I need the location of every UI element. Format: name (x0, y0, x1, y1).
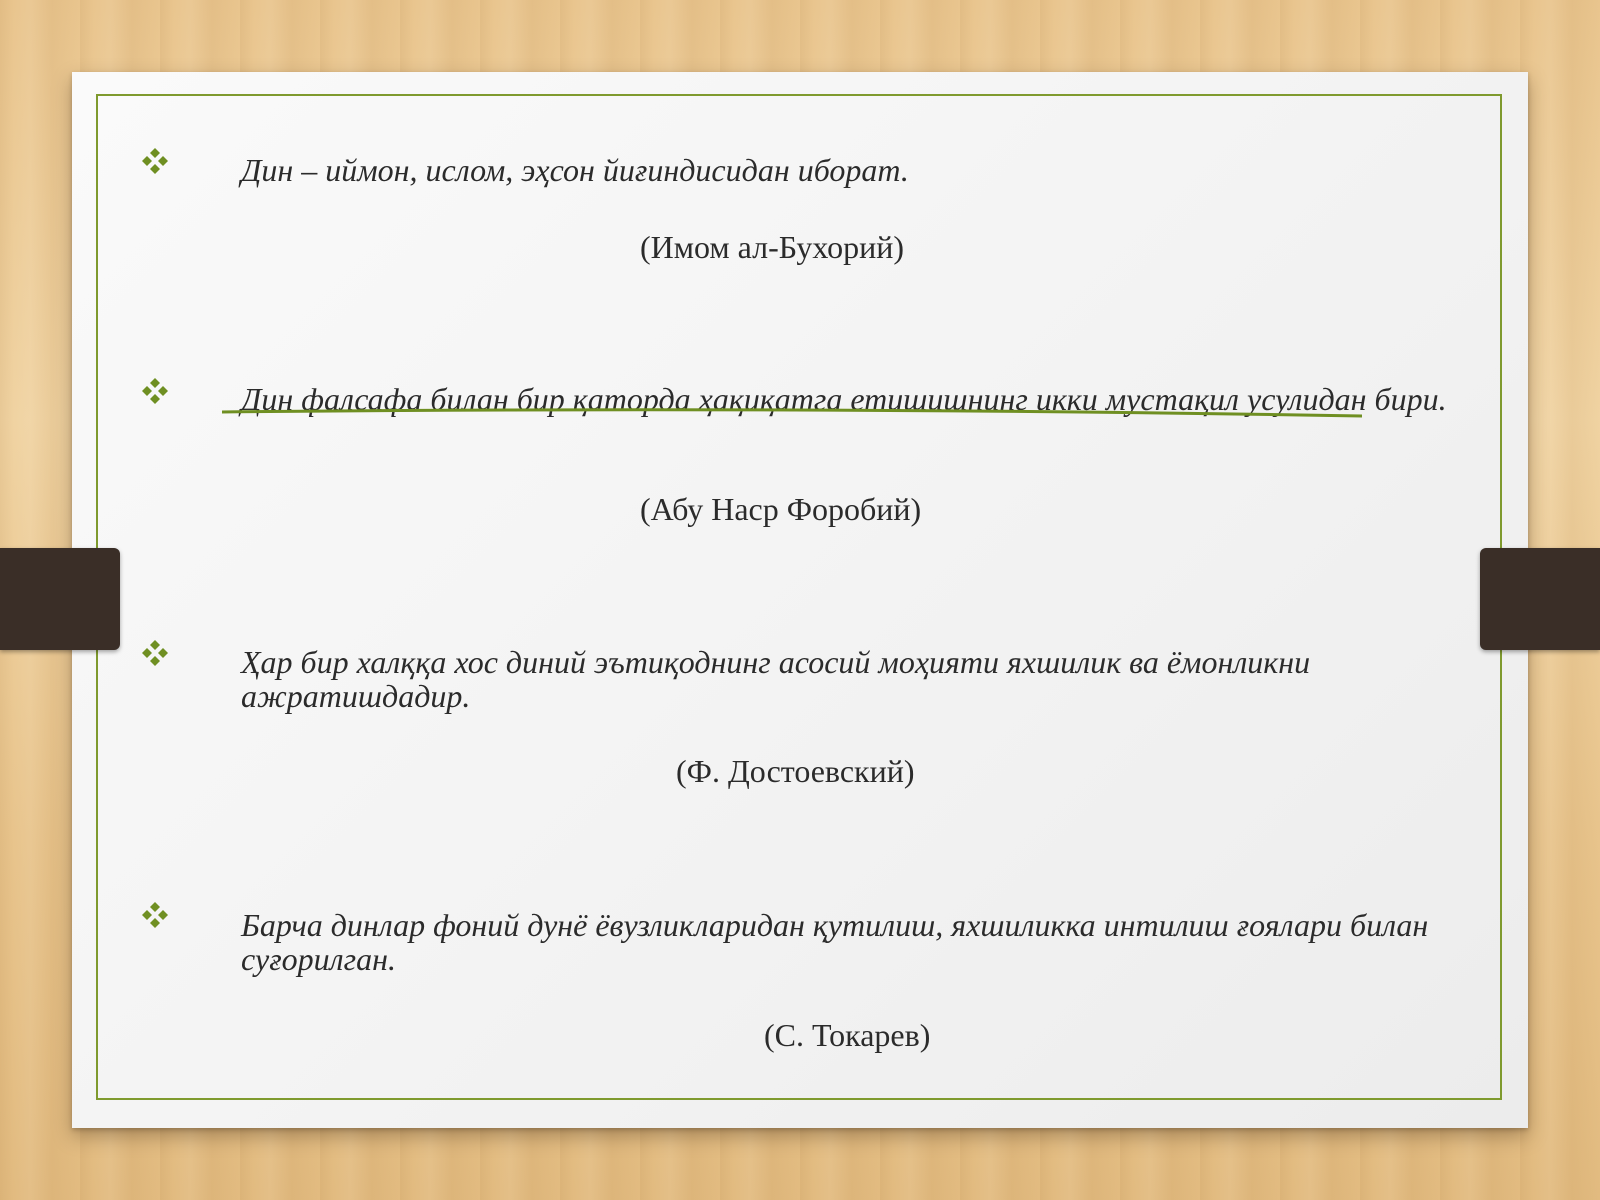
quote-author: (Имом ал-Бухорий) (640, 229, 905, 265)
quote-text: Дин – иймон, ислом, эҳсон йиғиндисидан иборат. (241, 152, 909, 188)
quote-text: Ҳар бир халққа хос диний эътиқоднинг асосий моҳияти яхшилик ва ёмонликни ажратишдадир. (241, 644, 1311, 714)
four-diamond-bullet-icon (140, 638, 170, 668)
right-clip (1480, 548, 1600, 650)
quote-author: (Ф. Достоевский) (676, 753, 915, 789)
four-diamond-bullet-icon (140, 900, 170, 930)
four-diamond-bullet-icon (140, 376, 170, 406)
decorative-underline (222, 408, 1362, 420)
quote-text: Дин фалсафа билан бир қаторда ҳақиқатга етишишнинг икки мустақил усулидан бири. (241, 381, 1447, 417)
quote-author: (С. Токарев) (764, 1017, 931, 1053)
left-clip (0, 548, 120, 650)
quote-text: Барча динлар фоний дунё ёвузликларидан қутилиш, яхшиликка интилиш ғоялари билан суғорилган. (241, 907, 1429, 977)
quote-author: (Абу Наср Форобий) (640, 491, 922, 527)
four-diamond-bullet-icon (140, 146, 170, 176)
